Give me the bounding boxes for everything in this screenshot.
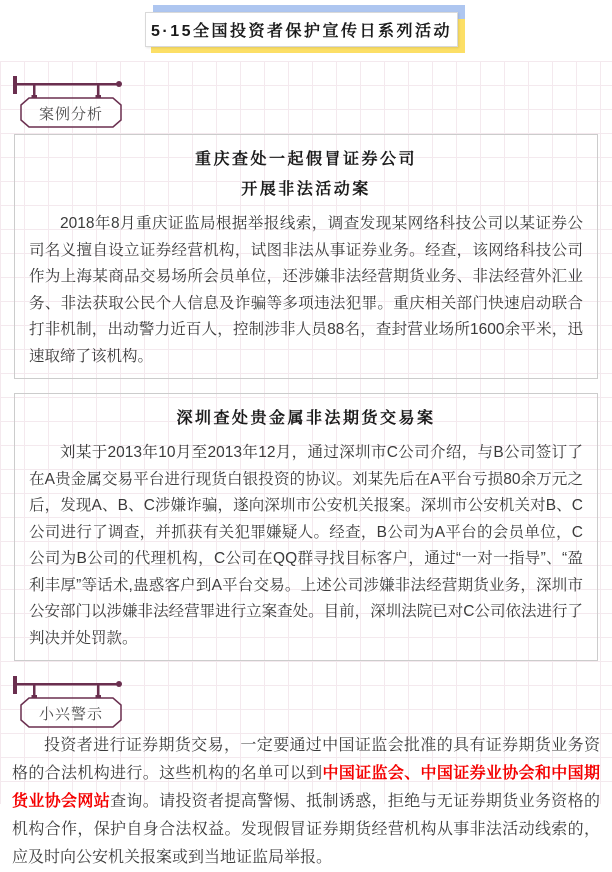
content-area [0, 61, 612, 866]
banner-box [145, 12, 458, 47]
warning-highlight-websites: 中国证监会、中国证券业协会和中国期货业协会网站 [12, 765, 600, 810]
case2-title: 深圳查处贵金属非法期货交易案 [176, 410, 436, 427]
warning-paragraph [12, 732, 600, 872]
case1-title-line2: 开展非法活动案 [241, 181, 371, 198]
page-title: 5·15全国投资者保护宣传日系列活动 [150, 23, 453, 40]
section-sign-warning [13, 675, 143, 728]
page-header [0, 5, 612, 61]
warning-text-before: 投资者进行证券期货交易，一定要通过中国证监会批准的具有证券期货业务资格的合法机构进行。这些机构的名单可以到 [12, 737, 600, 782]
case1-body: 2018年8月重庆证监局根据举报线索，调查发现某网络科技公司以某证券公司名义擅自设立证券经营机构，试图非法从事证券业务。经查，该网络科技公司作为上海某商品交易场所会员单位，还涉嫌非法经营期货业务、非法经营外汇业务、非法获取公民个人信息及诈骗等多项违法犯罪。重庆相关部门快速启动联合打非机制，出动警力近百人，控制涉非人员88名，查封营业场所1600余平米，迅速取缔了该机构。 [29, 215, 583, 365]
case-box-chongqing [14, 134, 598, 379]
section-label-warning: 小兴警示 [38, 705, 103, 723]
title-banner [145, 5, 467, 55]
case-box-shenzhen [14, 393, 598, 661]
section-label-case-analysis: 案例分析 [38, 105, 103, 123]
warning-text-after: 查询。请投资者提高警惕、抵制诱惑，拒绝与无证券期货业务资格的机构合作，保护自身合法权益。发现假冒证券期货经营机构从事非法活动线索的，应及时向公安机关报案或到当地证监局举报。 [12, 793, 600, 866]
case2-body: 刘某于2013年10月至2013年12月，通过深圳市C公司介绍，与B公司签订了在A贵金属交易平台进行现货白银投资的协议。刘某先后在A平台亏损80余万元之后，发现A、B、C涉嫌诈骗，遂向深圳市公安机关报案。深圳市公安机关对B、C公司进行了调查，并抓获有关犯罪嫌疑人。经查，B公司为A平台的会员单位，C公司为B公司的代理机构，C公司在QQ群寻找目标客户，通过“一对一指导”、“盈利丰厚”等话术,蛊惑客户到A平台交易。上述公司涉嫌非法经营期货业务，深圳市公安部门以涉嫌非法经营罪进行立案查处。目前，深圳法院已对C公司依法进行了判决并处罚款。 [29, 444, 583, 647]
section-sign-case-analysis [13, 75, 143, 128]
case1-title-line1: 重庆查处一起假冒证券公司 [194, 151, 417, 168]
